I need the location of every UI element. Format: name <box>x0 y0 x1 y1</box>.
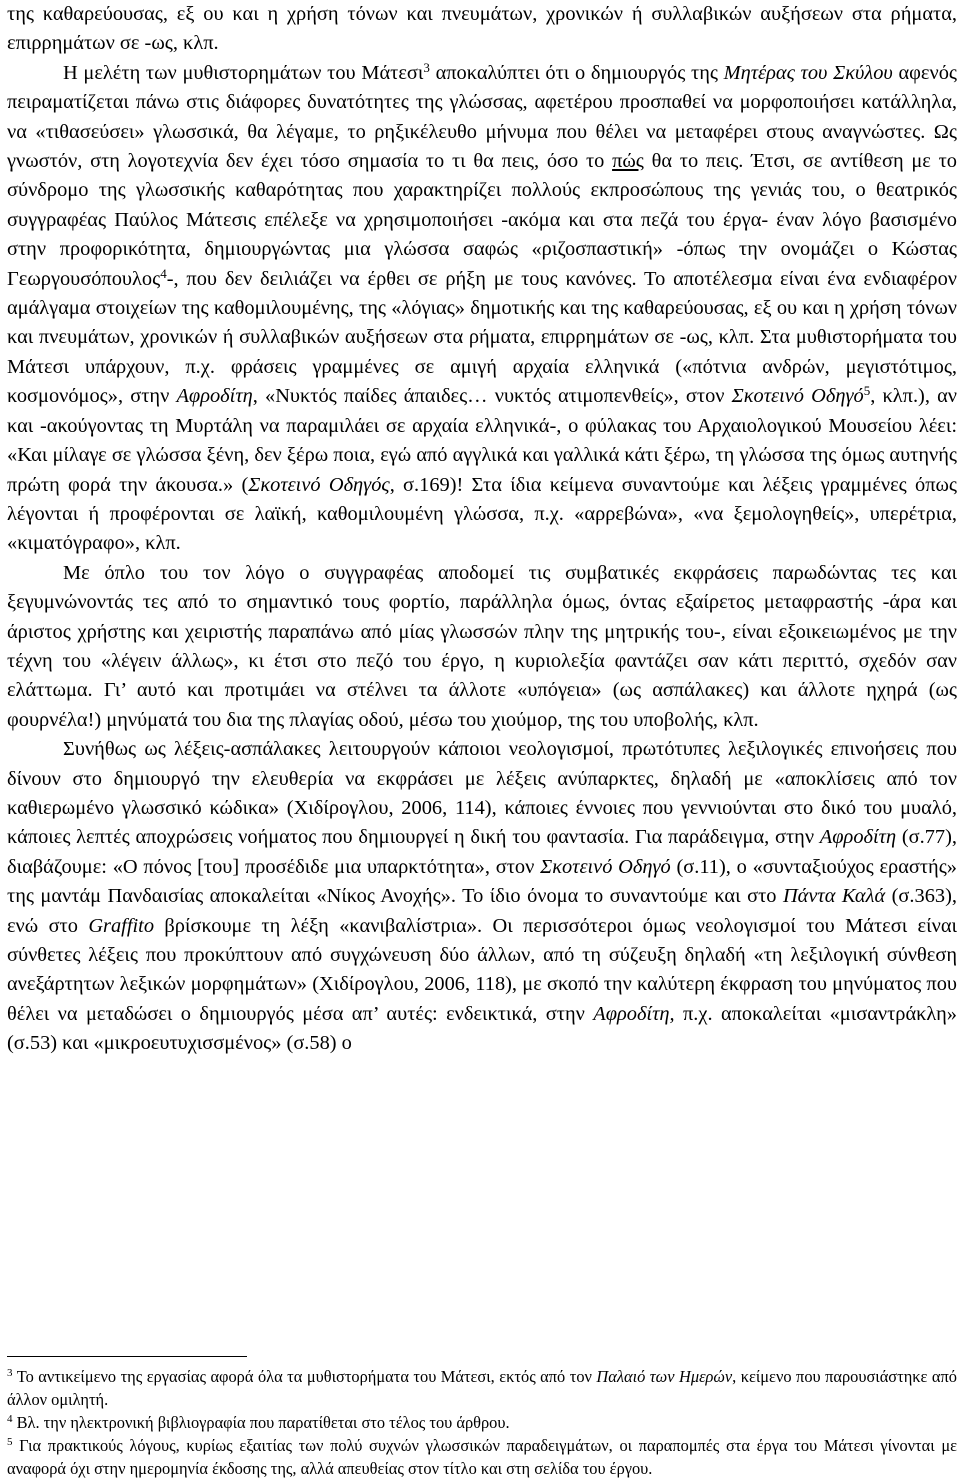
footnote-text: Βλ. την ηλεκτρονική βιβλιογραφία που παρατίθεται στο τέλος του άρθρου. <box>12 1413 510 1432</box>
paragraph-matesi-novels <box>7 59 957 559</box>
footnote-text: Για πρακτικούς λόγους, κυρίως εξαιτίας των πολύ συχνών γλωσσικών παραδειγμάτων, οι παραπομπές στα έργα του Μάτεσι γίνονται με αναφορά όχι στην ημερομηνία έκδοσης της, αλλά απευθείας στον τίτλο και στη σελίδα του έργου. <box>7 1436 957 1478</box>
footnote-4 <box>7 1411 957 1434</box>
book-title: Σκοτεινό Οδηγό <box>731 385 864 408</box>
text-run: (σ.11), ο «συνταξιούχος εραστής» της μαντάμ Πανδαισίας αποκαλείται «Νίκος Ανοχής». Το ίδιο όνομα το συναντούμε και στο <box>7 855 957 908</box>
book-title: Αφροδίτη <box>176 385 253 408</box>
paragraph-text: της καθαρεύουσας, εξ ου και η χρήση τόνων και πνευμάτων, χρονικών ή συλλαβικών αυξήσεων στα ρήματα, επιρρημάτων σε -ως, κλπ. <box>7 3 957 55</box>
text-run: (σ.77), διαβάζουμε: «Ο πόνος [του] προσέδιδε μια υπαρκτότητα», στον <box>7 826 957 878</box>
text-run: Η μελέτη των μυθιστορημάτων του Μάτεσι <box>63 61 424 84</box>
book-title: Πάντα Καλά <box>782 885 886 908</box>
text-run: Συνήθως ως λέξεις-ασπάλακες λειτουργούν κάποιοι νεολογισμοί, πρωτότυπες λεξιλογικές επινοήσεις που δίνουν στο δημιουργό την ελευθερία να εκφράσει με λέξεις ανύπαρκτες, δηλαδή με «αποκλίσεις από τον καθιερωμένο γλωσσικό κώδικα» (Χιδίρογλου, 2006, 114), κάποιες έννοιες που γεννιούνται στο δικό του μυαλό, κάποιες λεπτές αποχρώσεις νοήματος που δημιουργεί η δική του φαντασία. Για παράδειγμα, στην <box>7 738 957 849</box>
book-title: Σκοτεινό Οδηγό <box>540 855 671 878</box>
book-title: Αφροδίτη, <box>593 1002 675 1025</box>
footnote-separator <box>7 1356 247 1357</box>
text-run: αποκαλύπτει ότι ο δημιουργός της <box>429 61 724 84</box>
book-title: Αφροδίτη <box>819 826 897 849</box>
text-run: -, που δεν δειλιάζει να έρθει σε ρήξη με τους κανόνες. Το αποτέλεσμα είναι ένα ενδιαφέρον αμάλγαμα στοιχείων της καθομιλουμένης, της «λόγιας» δημοτικής και της καθαρεύουσας, εξ ου και η χρήση τόνων και πνευμάτων, χρονικών ή συλλαβικών αυξήσεων στα ρήματα, επιρρημάτων σε -ως, κλπ. Στα μυθιστορήματα του Μάτεσι υπάρχουν, π.χ. φράσεις γραμμένες σε αμιγή αρχαία ελληνικά («πότνια ανδρών, μεγιστότιμος, κοσμονόμος», στην <box>7 267 957 408</box>
paragraph-continuation <box>7 0 957 59</box>
footnote-text: Το αντικείμενο της εργασίας αφορά όλα τα μυθιστορήματα του Μάτεσι, εκτός από τον <box>12 1367 597 1386</box>
book-title: Παλαιό των Ημερών <box>596 1367 733 1386</box>
text-run: , «Νυκτός παίδες άπαιδες… νυκτός ατιμοπενθείς», στον <box>252 385 732 408</box>
footnote-number: 4 <box>7 1413 13 1425</box>
underlined-word: πώς <box>612 150 644 173</box>
book-title: Σκοτεινό Οδηγός <box>248 473 390 496</box>
text-run: , κλπ.), αν και -ακούγοντας τη Μυρτάλη να παραμιλάει σε αρχαία ελληνικά-, ο φύλακας του Αρχαιολογικού Μουσείου λέει: «Και μίλαγε σε γλώσσα ξένη, δεν ξέρω ποια, εγώ από αγγλικά και γαλλικά κάτι ξέρω, τη γλώσσα της όμως αυτηνής πρώτη φορά την άκουσα.» ( <box>7 385 957 496</box>
footnote-ref-5[interactable]: 5 <box>863 383 871 399</box>
text-run: θα το πεις. Έτσι, σε αντίθεση με το σύνδρομο της γλωσσικής καθαρότητας που χαρακτηρίζει πολλούς εκπροσώπους της γενιάς του, ο θεατρικός συγγραφέας Παύλος Μάτεσις επέλεξε να χρησιμοποιήσει -ακόμα και στα πεζά του έργα- έναν λόγο βασισμένο στην προφορικότητα, δημιουργώντας μια γλώσσα σαφώς «ριζοσπαστική» -όπως την ονομάζει ο Κώστας Γεωργουσόπουλος <box>7 150 957 290</box>
book-title: Graffito <box>88 914 155 937</box>
footnote-number: 5 <box>7 1436 13 1448</box>
paragraph-deconstruction <box>7 559 957 735</box>
text-run: αφενός πειραματίζεται πάνω στις διάφορες δυνατότητες της γλώσσας, αφετέρου προσπαθεί να μορφοποιήσει κατάλληλα, να «τιθασεύσει» γλωσσικά, θα λέγαμε, το ρηξικέλευθο μήνυμα που θέλει να μεταφέρει στους αναγνώστες. Ως γνωστόν, στη λογοτεχνία δεν έχει τόσο σημασία το τι θα πεις, όσο το <box>7 61 957 173</box>
footnotes <box>7 1356 957 1480</box>
paragraph-neologisms <box>7 735 957 1058</box>
text-run: , σ.169)! Στα ίδια κείμενα συναντούμε και λέξεις γραμμένες όπως λέγονται ή προφέρονται σε λαϊκή, καθομιλουμένη γλώσσα, π.χ. «αρρεβώνα», «να ξεμολογηθείς», υπερέτρια, «κιματόγραφο», κλπ. <box>7 473 957 555</box>
footnote-number: 3 <box>7 1367 13 1379</box>
book-title: Μητέρας του Σκύλου <box>723 61 893 84</box>
document-page <box>7 0 957 1059</box>
footnote-ref-4[interactable]: 4 <box>160 265 167 281</box>
text-run: π.χ. αποκαλείται «μισαντράκλη» (σ.53) και «μικροευτυχισσμένος» (σ.58) ο <box>7 1002 957 1055</box>
text-run: (σ.363), ενώ στο <box>7 885 957 937</box>
footnote-text: , κείμενο που παρουσιάστηκε από άλλον ομιλητή. <box>7 1367 957 1409</box>
footnote-3 <box>7 1365 957 1411</box>
paragraph-text: Με όπλο του τον λόγο ο συγγραφέας αποδομεί τις συμβατικές εκφράσεις παρωδώντας τες και ξεγυμνώνοντάς τες από το σημαντικό τους φορτίο, παράλληλα όμως, όντας εξαίρετος μεταφραστής -άρα και άριστος χρήστης και χειριστής παραπάνω από μίας γλωσσών πλην της μητρικής του-, είναι εξοικειωμένος με την τέχνη του «λέγειν άλλως», κι έτσι στο πεζό του έργο, η κυριολεξία φαντάζει σαν κάτι περιττό, σχεδόν σαν ελάττωμα. Γι’ αυτό και προτιμάει να στέλνει τα άλλοτε «υπόγεια» (ως ασπάλακες) και άλλοτε ηχηρά (ως φουρνέλα!) μηνύματά του δια της πλαγίας οδού, μέσω του χιούμορ, της του υποβολής, κλπ. <box>7 561 957 731</box>
footnote-ref-3[interactable]: 3 <box>423 59 430 75</box>
footnote-5 <box>7 1434 957 1480</box>
text-run: βρίσκουμε τη λέξη «κανιβαλίστρια». Οι περισσότεροι όμως νεολογισμοί του Μάτεσι είναι σύνθετες λέξεις που προκύπτουν από συγχώνευση δύο άλλων, από τη σύζευξη δηλαδή «τη λεξιλογική σύνθεση ανεξάρτητων λεξικών μορφημάτων» (Χιδίρογλου, 2006, 118), με σκοπό την καλύτερη έκφραση του μηνύματος που θέλει να μεταδώσει ο δημιουργός μέσα απ’ αυτές: ενδεικτικά, στην <box>7 914 957 1025</box>
